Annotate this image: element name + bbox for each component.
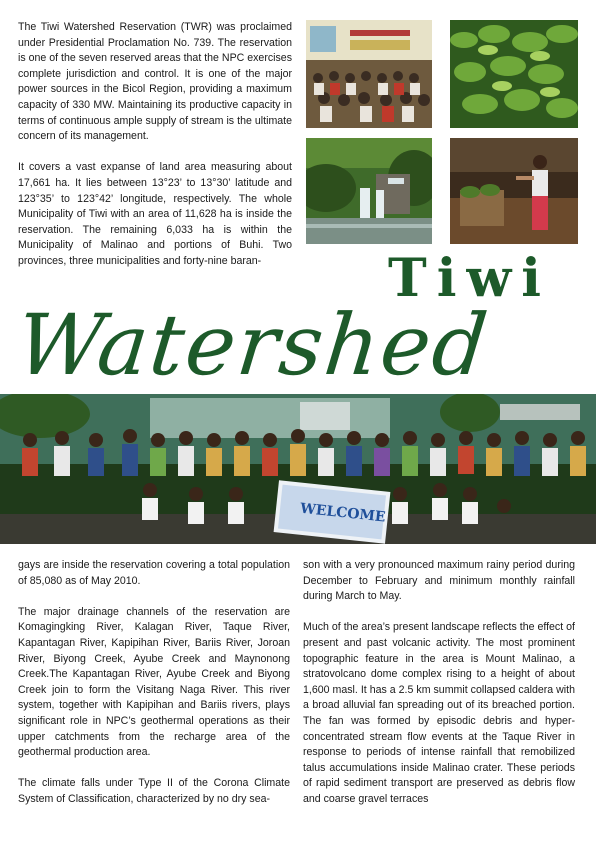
title-watershed: Watershed <box>12 296 494 394</box>
photo-waterfall <box>306 138 432 244</box>
left-paragraph-1: gays are inside the reservation covering a total population of 85,080 as of May 2010. <box>18 559 290 587</box>
right-paragraph-2: Much of the area’s present landscape reflects the effect of present and past volcanic activity. The most prominent topographic feature in the area is Mount Malinao, a stratovolcano dome complex rising to a height of about 1,600 masl. It has a 2.5 km summit collapsed caldera with a broad alluvial fan spreading out of its breached portion. The fan was formed by episodic debris and hyper-concentrated stream flow events at the Taque River in response to periods of intense rainfall that remobilized talus accumulations inside Malinao crater. These periods of rapid sediment transport are preserved as debris flow and coarse gravel terraces <box>303 621 575 805</box>
left-paragraph-2: The major drainage channels of the reservation are Komagingking River, Kalagan River, Taque River, Kapantagan River, Kapipihan River, Bariis River, Joroan River, Biyong Creek, Ayube Creek and Maynonong Creek.The Kapantagan River, Ayube Creek and Biyong Creek join to form the Visitang Naga River. This river system, together with Kapipihan and Bariis rivers, plays significant role in NPC’s geothermal operations as their upper catchments from the recharge area of the geothermal production area. <box>18 605 290 759</box>
photo-group <box>0 394 596 544</box>
photo-seedlings <box>450 20 578 128</box>
banner-welcome: WELCOME <box>299 500 387 526</box>
title-tiwi: Tiwi <box>388 248 551 309</box>
photo-seminar <box>306 20 432 128</box>
intro-text <box>18 20 292 285</box>
photo-nursery <box>450 138 578 244</box>
intro-paragraph-1: The Tiwi Watershed Reservation (TWR) was proclaimed under Presidential Proclamation No. 739. The reservation is one of the seven reserved areas that the NPC exercises complete jurisdiction and control. It is one of the major power sources in the Bicol Region, providing a maximum capacity of 330 MW. Maintaining its productive capacity in terms of continuous ample supply of stream is the ultimate concern of its management. <box>18 21 292 143</box>
left-column <box>18 558 290 823</box>
right-paragraph-1: son with a very pronounced maximum rainy period during December to February and minimum monthly rainfall during March to May. <box>303 559 575 603</box>
left-paragraph-3: The climate falls under Type II of the Corona Climate System of Classification, characterized by no dry sea- <box>18 777 290 805</box>
intro-paragraph-2: It covers a vast expanse of land area measuring about 17,661 ha. It lies between 13°23’ to 13°30’ latitude and 123°35’ to 123°42’ longitude, respectively. The whole Municipality of Tiwi with an area of 11,628 ha is inside the reservation. The remaining 6,033 ha is within the Municipality of Malinao and portions of Buhi. Two provinces, three municipalities and forty-nine baran- <box>18 161 292 267</box>
right-column <box>303 558 575 823</box>
